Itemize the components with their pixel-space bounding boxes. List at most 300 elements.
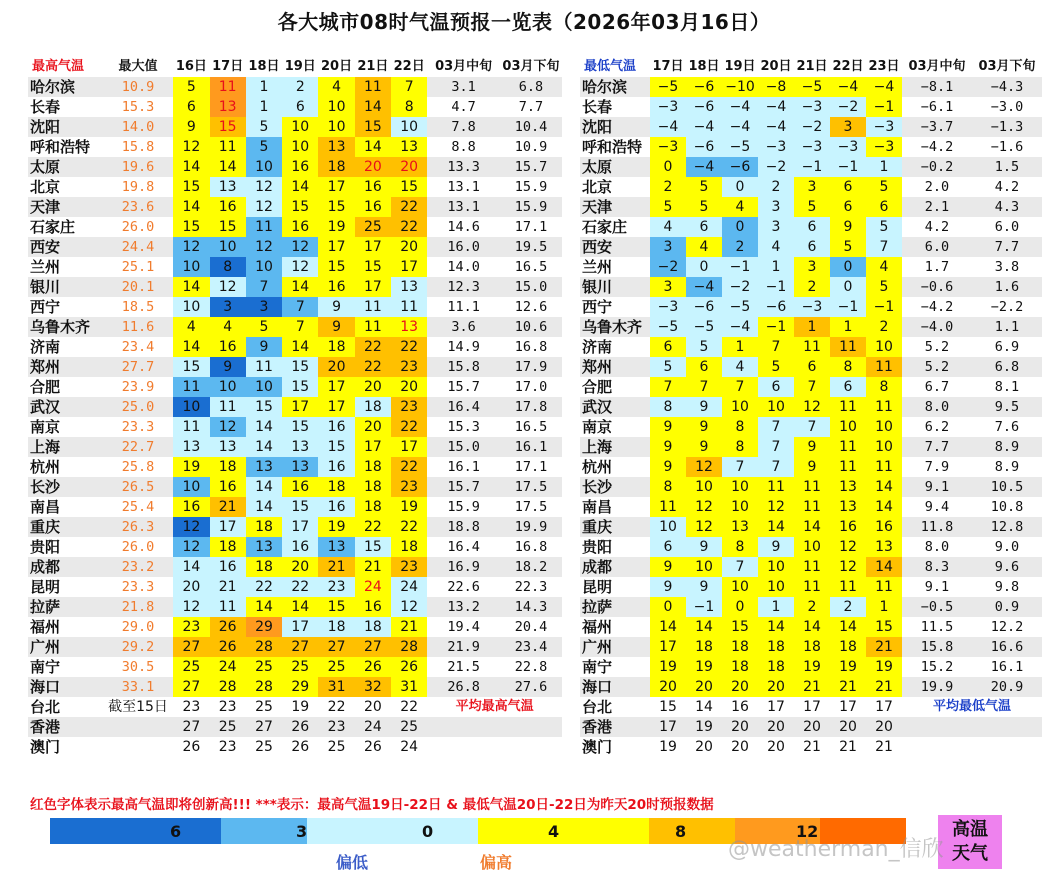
temp-cell: 14 xyxy=(830,617,866,637)
table-row xyxy=(28,157,562,177)
temp-cell: 16 xyxy=(355,197,391,217)
late-month-avg: 17.5 xyxy=(500,477,562,497)
city-name: 南京 xyxy=(582,418,613,436)
late-month-avg: 14.3 xyxy=(500,597,562,617)
temp-cell: 8 xyxy=(391,97,427,117)
table-row xyxy=(28,717,562,737)
temp-cell: 8 xyxy=(866,377,902,397)
temp-cell: 17 xyxy=(282,397,318,417)
temp-cell: 13 xyxy=(722,517,758,537)
temp-cell: 20 xyxy=(830,717,866,737)
record-max: 15.3 xyxy=(121,99,155,115)
mid-month-avg: 7.8 xyxy=(427,117,500,137)
mid-month-avg: 19.4 xyxy=(447,619,480,635)
temp-cell: 13 xyxy=(830,477,866,497)
temp-cell: 13 xyxy=(173,437,209,457)
mid-month-avg: −0.2 xyxy=(902,157,972,177)
temp-cell: 22 xyxy=(246,577,282,597)
temp-cell: 16 xyxy=(318,497,354,517)
mid-month-avg: 7.9 xyxy=(924,459,950,475)
temp-cell: 14 xyxy=(686,617,722,637)
temp-cell: 1 xyxy=(866,157,902,177)
temp-cell: 23 xyxy=(391,357,427,377)
temp-cell: 21 xyxy=(210,577,246,597)
temp-cell: −10 xyxy=(722,77,758,97)
temp-cell: 12 xyxy=(686,517,722,537)
record-max: 25.8 xyxy=(121,459,155,475)
column-header: 最低气温 xyxy=(580,57,650,77)
late-month-avg: 19.9 xyxy=(500,517,562,537)
temp-cell: 26 xyxy=(291,739,310,755)
city-name: 澳门 xyxy=(30,738,61,756)
temp-cell: 21 xyxy=(875,739,893,755)
temp-cell: 13 xyxy=(246,537,282,557)
temp-cell: 14 xyxy=(355,97,391,117)
late-month-avg: 4.2 xyxy=(994,179,1020,195)
temp-cell: 10 xyxy=(758,577,794,597)
temp-cell: 10 xyxy=(686,477,722,497)
temp-cell: 10 xyxy=(866,437,902,457)
temp-cell: 11 xyxy=(758,477,794,497)
temp-cell: 25 xyxy=(318,657,354,677)
temp-cell: 4 xyxy=(866,257,902,277)
table-row xyxy=(28,437,562,457)
min-temp-table xyxy=(580,57,1042,757)
temp-cell: −3 xyxy=(758,137,794,157)
temp-cell: 16 xyxy=(318,277,354,297)
table-row xyxy=(28,357,562,377)
record-max: 27.7 xyxy=(103,357,173,377)
temp-cell: 10 xyxy=(173,257,209,277)
table-row xyxy=(580,417,1042,437)
city-name: 广州 xyxy=(28,637,103,657)
temp-cell: 18 xyxy=(355,617,391,637)
column-header: 16日 xyxy=(173,57,209,77)
temp-cell: 16 xyxy=(355,597,391,617)
city-name: 昆明 xyxy=(582,578,613,596)
table-row xyxy=(580,177,1042,197)
temp-cell: 20 xyxy=(355,377,391,397)
temp-cell: 9 xyxy=(686,537,722,557)
table-row xyxy=(580,437,1042,457)
table-row xyxy=(580,717,1042,737)
temp-cell: 14 xyxy=(866,497,902,517)
temp-cell: −4 xyxy=(758,97,794,117)
temp-cell: 4 xyxy=(650,217,686,237)
record-max: 10.9 xyxy=(103,77,173,97)
temp-cell: 9 xyxy=(318,317,354,337)
city-name: 西宁 xyxy=(582,298,613,316)
temp-cell: 16 xyxy=(210,197,246,217)
record-max: 26.3 xyxy=(103,517,173,537)
legend-low-label: 偏低 xyxy=(336,853,369,872)
temp-cell: 16 xyxy=(282,217,318,237)
temp-cell: 5 xyxy=(246,317,282,337)
temp-cell: −6 xyxy=(722,157,758,177)
mid-month-avg: 14.0 xyxy=(447,259,480,275)
mid-month-avg: 5.2 xyxy=(924,339,950,355)
late-month-avg xyxy=(972,737,1042,757)
late-month-avg: 15.9 xyxy=(500,197,562,217)
table-row xyxy=(580,97,1042,117)
late-month-avg: 15.9 xyxy=(514,179,548,195)
city-name: 西安 xyxy=(580,237,650,257)
temp-cell: 19 xyxy=(686,657,722,677)
temp-cell: 12 xyxy=(830,557,866,577)
late-month-avg: 15.7 xyxy=(500,157,562,177)
temp-cell: 11 xyxy=(794,337,830,357)
temp-cell: 19 xyxy=(794,657,830,677)
temp-cell: 10 xyxy=(722,477,758,497)
temp-cell: 9 xyxy=(686,417,722,437)
late-month-avg: 12.2 xyxy=(990,619,1024,635)
column-header: 最大值 xyxy=(103,57,173,77)
temp-cell: 21 xyxy=(839,739,857,755)
record-max xyxy=(103,737,173,757)
city-name: 拉萨 xyxy=(580,597,650,617)
temp-cell: 10 xyxy=(282,137,318,157)
temp-cell: 7 xyxy=(686,377,722,397)
legend-tick: 8 xyxy=(675,822,687,841)
record-max: 23.6 xyxy=(103,197,173,217)
mid-month-avg: 6.2 xyxy=(924,419,950,435)
temp-cell: 14 xyxy=(173,337,209,357)
temp-cell: 15 xyxy=(282,357,318,377)
table-row xyxy=(580,377,1042,397)
mid-month-avg: −4.2 xyxy=(920,139,954,155)
late-month-avg: 10.6 xyxy=(500,317,562,337)
temp-cell: 10 xyxy=(246,157,282,177)
temp-cell: −5 xyxy=(722,137,758,157)
temp-cell: 23 xyxy=(391,397,427,417)
table-row xyxy=(28,137,562,157)
temp-cell: 15 xyxy=(355,117,391,137)
temp-cell: 17 xyxy=(767,699,785,715)
mid-month-avg: 21.5 xyxy=(447,659,480,675)
temp-cell: 13 xyxy=(866,537,902,557)
temp-cell: 14 xyxy=(758,617,794,637)
late-month-avg: 16.1 xyxy=(500,437,562,457)
mid-month-avg: 16.9 xyxy=(427,557,500,577)
temp-cell: 17 xyxy=(355,277,391,297)
late-month-avg: 17.0 xyxy=(514,379,548,395)
temp-cell: 11 xyxy=(830,577,866,597)
table-row xyxy=(580,157,1042,177)
column-header: 03月中旬 xyxy=(427,57,500,77)
temp-cell: 25 xyxy=(355,217,391,237)
mid-month-avg: 11.1 xyxy=(447,299,480,315)
mid-month-avg xyxy=(902,737,972,757)
temp-cell: −4 xyxy=(758,117,794,137)
temp-cell: 14 xyxy=(173,197,209,217)
temp-cell: 15 xyxy=(173,357,209,377)
temp-cell: 9 xyxy=(830,217,866,237)
temp-cell: 20 xyxy=(758,677,794,697)
mid-month-avg: 3.6 xyxy=(427,317,500,337)
table-row xyxy=(28,397,562,417)
city-name: 贵阳 xyxy=(582,538,613,556)
temp-cell: 10 xyxy=(758,557,794,577)
late-month-avg: 10.8 xyxy=(990,499,1024,515)
temp-cell: 24 xyxy=(400,739,419,755)
temp-cell: 7 xyxy=(722,557,758,577)
table-row xyxy=(28,537,562,557)
temp-cell: 12 xyxy=(246,177,282,197)
mid-month-avg: 11.5 xyxy=(920,619,954,635)
temp-cell: 8 xyxy=(650,397,686,417)
temp-cell: 0 xyxy=(650,157,686,177)
temp-cell: 31 xyxy=(391,677,427,697)
temp-cell: 11 xyxy=(794,557,830,577)
temp-cell: 11 xyxy=(246,357,282,377)
temp-cell: 18 xyxy=(355,477,391,497)
temp-cell: 13 xyxy=(318,537,354,557)
temp-cell: 12 xyxy=(758,497,794,517)
city-name: 银川 xyxy=(580,277,650,297)
temp-cell: 20 xyxy=(722,717,758,737)
footnote: 红色字体表示最高气温即将创新高!!! ***表示：最高气温19日-22日 & 最低气温20日-22日为昨天20时预报数据 xyxy=(30,797,714,813)
temp-cell: −3 xyxy=(650,137,686,157)
temp-cell: 20 xyxy=(794,717,830,737)
temp-cell: 28 xyxy=(246,677,282,697)
temp-cell: 24 xyxy=(355,717,391,737)
mid-month-avg: 18.8 xyxy=(427,517,500,537)
temp-cell: 7 xyxy=(758,417,794,437)
temp-cell: 14 xyxy=(282,277,318,297)
temp-cell: 7 xyxy=(650,377,686,397)
temp-cell: 8 xyxy=(210,257,246,277)
column-header: 03月下旬 xyxy=(972,57,1042,77)
page-title: 各大城市08时气温预报一览表（2026年03月16日） xyxy=(277,10,771,34)
temp-cell: −8 xyxy=(758,77,794,97)
mid-month-avg: 21.9 xyxy=(427,637,500,657)
temp-cell: −4 xyxy=(722,97,758,117)
temp-cell: 1 xyxy=(794,317,830,337)
mid-month-avg: 15.3 xyxy=(447,419,480,435)
temp-cell: 21 xyxy=(803,739,821,755)
mid-month-avg: 13.3 xyxy=(427,157,500,177)
temp-cell: 13 xyxy=(282,437,318,457)
temp-cell: 18 xyxy=(318,157,354,177)
temp-cell: 12 xyxy=(830,537,866,557)
table-row xyxy=(28,217,562,237)
table-row xyxy=(580,537,1042,557)
temp-cell: 1 xyxy=(246,77,282,97)
temp-cell: 20 xyxy=(391,237,427,257)
mid-month-avg: 12.3 xyxy=(427,277,500,297)
temp-cell: 9 xyxy=(246,337,282,357)
late-month-avg: 15.0 xyxy=(500,277,562,297)
table-row xyxy=(28,177,562,197)
temp-cell: 11 xyxy=(173,417,209,437)
temp-cell: 11 xyxy=(794,477,830,497)
mid-month-avg: 6.7 xyxy=(924,379,950,395)
city-name: 武汉 xyxy=(580,397,650,417)
table-row xyxy=(580,657,1042,677)
temp-cell: 17 xyxy=(839,699,857,715)
column-header: 21日 xyxy=(794,57,830,77)
city-name: 贵阳 xyxy=(30,538,61,556)
mid-month-avg: 14.9 xyxy=(447,339,480,355)
mid-month-avg: 15.8 xyxy=(902,637,972,657)
record-max: 23.9 xyxy=(121,379,155,395)
temp-cell: 12 xyxy=(210,277,246,297)
temp-cell: −1 xyxy=(830,157,866,177)
temp-cell: 20 xyxy=(282,557,318,577)
city-name: 济南 xyxy=(30,338,61,356)
temp-cell: 12 xyxy=(173,597,209,617)
temp-cell: −3 xyxy=(794,97,830,117)
temp-cell: 19 xyxy=(391,497,427,517)
late-month-avg: 12.6 xyxy=(514,299,548,315)
temp-cell: 26 xyxy=(210,617,246,637)
mid-month-avg: 16.4 xyxy=(447,539,480,555)
city-name: 重庆 xyxy=(580,517,650,537)
city-name: 西安 xyxy=(28,237,103,257)
mid-month-avg: −0.6 xyxy=(902,277,972,297)
city-name: 北京 xyxy=(582,178,613,196)
temp-cell: 29 xyxy=(282,677,318,697)
temp-cell: 13 xyxy=(210,97,246,117)
temp-cell: −4 xyxy=(686,157,722,177)
temp-cell: 17 xyxy=(391,437,427,457)
temp-cell: 22 xyxy=(391,517,427,537)
temp-cell: 15 xyxy=(318,437,354,457)
temp-cell: 12 xyxy=(173,517,209,537)
temp-cell: 11 xyxy=(650,497,686,517)
temp-cell: 11 xyxy=(830,337,866,357)
temp-cell: 15 xyxy=(173,177,209,197)
temp-cell: 20 xyxy=(686,677,722,697)
temp-cell: 4 xyxy=(173,317,209,337)
column-header: 20日 xyxy=(318,57,354,77)
temp-cell: 26 xyxy=(355,657,391,677)
temp-cell: 16 xyxy=(731,699,749,715)
temp-cell: 7 xyxy=(282,297,318,317)
temp-cell: −4 xyxy=(650,117,686,137)
temp-cell: 6 xyxy=(794,357,830,377)
temp-cell: 10 xyxy=(246,257,282,277)
temp-cell: 22 xyxy=(400,699,419,715)
temp-cell: −1 xyxy=(866,297,902,317)
temp-cell: 20 xyxy=(355,157,391,177)
temp-cell: 9 xyxy=(650,577,686,597)
record-max: 18.5 xyxy=(121,299,155,315)
temp-cell: 8 xyxy=(722,537,758,557)
temp-cell: 18 xyxy=(758,637,794,657)
temp-cell: 24 xyxy=(391,577,427,597)
city-name: 合肥 xyxy=(30,378,61,396)
temp-cell: 1 xyxy=(866,597,902,617)
temp-cell: 17 xyxy=(391,257,427,277)
temp-cell: 21 xyxy=(794,677,830,697)
temp-cell: −4 xyxy=(866,77,902,97)
mid-month-avg: 4.7 xyxy=(451,99,476,115)
temp-cell: 23 xyxy=(218,739,237,755)
late-month-avg: −2.2 xyxy=(990,299,1024,315)
column-header: 03月下旬 xyxy=(500,57,562,77)
temp-cell: 20 xyxy=(695,739,713,755)
city-name: 杭州 xyxy=(582,458,613,476)
temp-cell: 14 xyxy=(282,177,318,197)
record-max: 19.8 xyxy=(121,179,155,195)
mid-month-avg: −4.2 xyxy=(920,299,954,315)
temp-cell: 2 xyxy=(830,597,866,617)
temp-cell: 8 xyxy=(722,437,758,457)
temp-cell: 20 xyxy=(767,739,785,755)
temp-cell: 17 xyxy=(318,237,354,257)
temp-cell: 13 xyxy=(246,457,282,477)
record-max: 截至15日 xyxy=(108,699,168,715)
temp-cell: 21 xyxy=(355,557,391,577)
city-name: 成都 xyxy=(28,557,103,577)
record-max: 29.2 xyxy=(103,637,173,657)
temp-cell: 1 xyxy=(722,337,758,357)
temp-cell: 10 xyxy=(173,397,209,417)
temp-cell: 10 xyxy=(650,517,686,537)
city-name: 乌鲁木齐 xyxy=(580,317,650,337)
mid-month-avg: 8.0 xyxy=(924,539,950,555)
temp-cell: 17 xyxy=(355,237,391,257)
mid-month-avg: 11.8 xyxy=(902,517,972,537)
temp-cell: −4 xyxy=(722,117,758,137)
temp-cell: 14 xyxy=(246,437,282,457)
record-max: 15.8 xyxy=(121,139,155,155)
table-row xyxy=(28,617,562,637)
temp-cell: 5 xyxy=(173,77,209,97)
temp-cell: −3 xyxy=(650,297,686,317)
temp-cell: 13 xyxy=(391,317,427,337)
temp-cell: 10 xyxy=(830,417,866,437)
table-row xyxy=(580,237,1042,257)
mid-month-avg: −3.7 xyxy=(902,117,972,137)
temp-cell: 10 xyxy=(210,377,246,397)
temp-cell: 17 xyxy=(650,637,686,657)
temp-cell: 11 xyxy=(794,497,830,517)
temp-cell: 21 xyxy=(866,637,902,657)
city-name: 兰州 xyxy=(582,258,613,276)
legend-swatch-cool2 xyxy=(221,818,307,844)
temp-cell: 12 xyxy=(282,237,318,257)
mid-month-avg: 4.2 xyxy=(924,219,950,235)
temp-cell: 16 xyxy=(318,457,354,477)
city-name: 太原 xyxy=(580,157,650,177)
temp-cell: 29 xyxy=(246,617,282,637)
temp-cell: 1 xyxy=(246,97,282,117)
mid-month-avg: 26.8 xyxy=(427,677,500,697)
temp-cell: 9 xyxy=(650,437,686,457)
temp-cell: 25 xyxy=(327,739,346,755)
record-max: 25.0 xyxy=(103,397,173,417)
table-row xyxy=(580,317,1042,337)
city-name: 天津 xyxy=(28,197,103,217)
late-month-avg: 6.0 xyxy=(994,219,1020,235)
temp-cell: 5 xyxy=(686,197,722,217)
temp-cell: 14 xyxy=(173,157,209,177)
table-row xyxy=(28,77,562,97)
late-month-avg: −3.0 xyxy=(990,99,1024,115)
late-month-avg: 6.8 xyxy=(500,77,562,97)
temp-cell: 7 xyxy=(246,277,282,297)
temp-cell: −1 xyxy=(758,317,794,337)
temp-cell: 9 xyxy=(794,437,830,457)
temp-cell: 9 xyxy=(686,437,722,457)
temp-cell: 23 xyxy=(318,717,354,737)
temp-cell: 9 xyxy=(758,537,794,557)
city-name: 福州 xyxy=(582,618,613,636)
temp-cell: 14 xyxy=(246,497,282,517)
temp-cell: −6 xyxy=(686,77,722,97)
